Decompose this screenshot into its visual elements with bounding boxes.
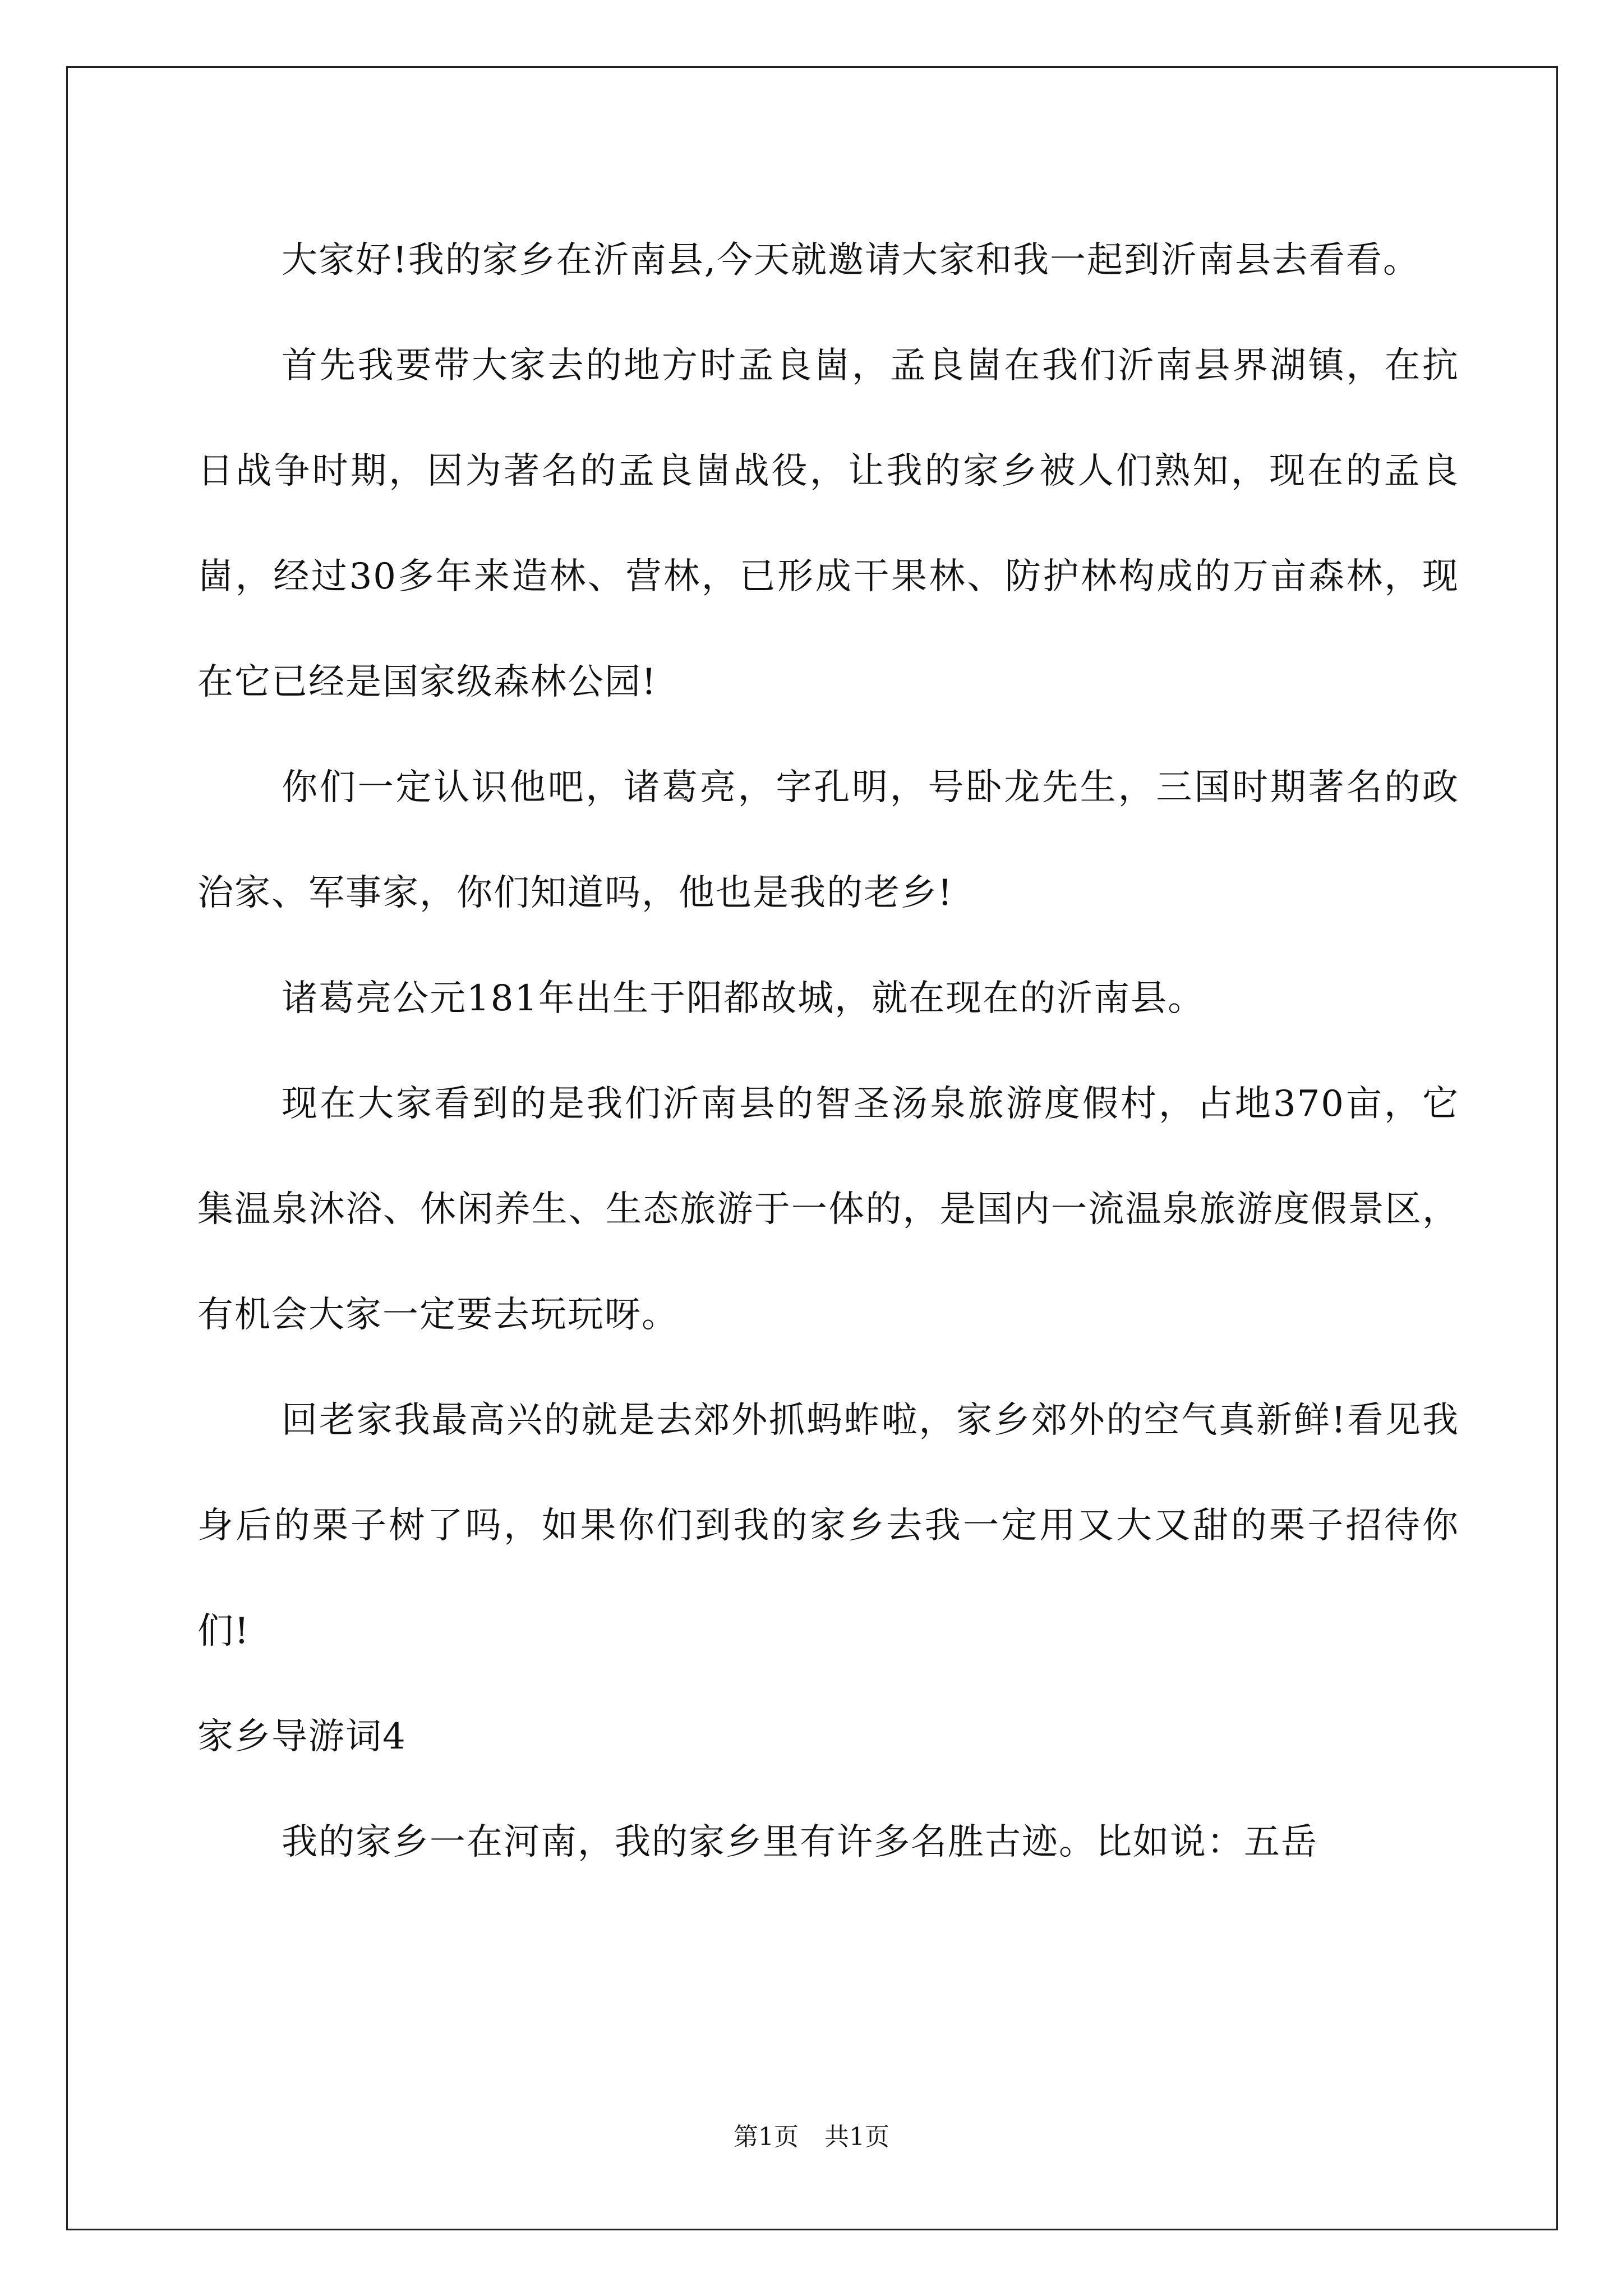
section-heading: 家乡导游词4 xyxy=(197,1716,407,1757)
document-body xyxy=(197,208,1459,1895)
paragraph-5: 现在大家看到的是我们沂南县的智圣汤泉旅游度假村，占地370亩，它集温泉沐浴、休闲养生、生态旅游于一体的，是国内一流温泉旅游度假景区，有机会大家一定要去玩玩呀。 xyxy=(197,1083,1459,1336)
paragraph-4: 诸葛亮公元181年出生于阳都故城，就在现在的沂南县。 xyxy=(282,978,1205,1019)
page-total: 共1页 xyxy=(824,2123,889,2151)
paragraph-7: 我的家乡一在河南，我的家乡里有许多名胜古迹。比如说：五岳 xyxy=(282,1821,1318,1863)
paragraph-1: 大家好!我的家乡在沂南县,今天就邀请大家和我一起到沂南县去看看。 xyxy=(282,240,1421,281)
paragraph-6: 回老家我最高兴的就是去郊外抓蚂蚱啦，家乡郊外的空气真新鲜!看见我身后的栗子树了吗，如果你们到我的家乡去我一定用又大又甜的栗子招待你们! xyxy=(197,1400,1459,1652)
page-footer xyxy=(0,2120,1623,2154)
paragraph-2: 首先我要带大家去的地方时孟良崮，孟良崮在我们沂南县界湖镇，在抗日战争时期，因为著名的孟良崮战役，让我的家乡被人们熟知，现在的孟良崮，经过30多年来造林、营林，已形成干果林、防护林构成的万亩森林，现在它已经是国家级森林公园! xyxy=(197,345,1459,703)
page-number: 第1页 xyxy=(734,2123,799,2151)
paragraph-3: 你们一定认识他吧，诸葛亮，字孔明，号卧龙先生，三国时期著名的政治家、军事家，你们知道吗，他也是我的老乡! xyxy=(197,767,1459,914)
